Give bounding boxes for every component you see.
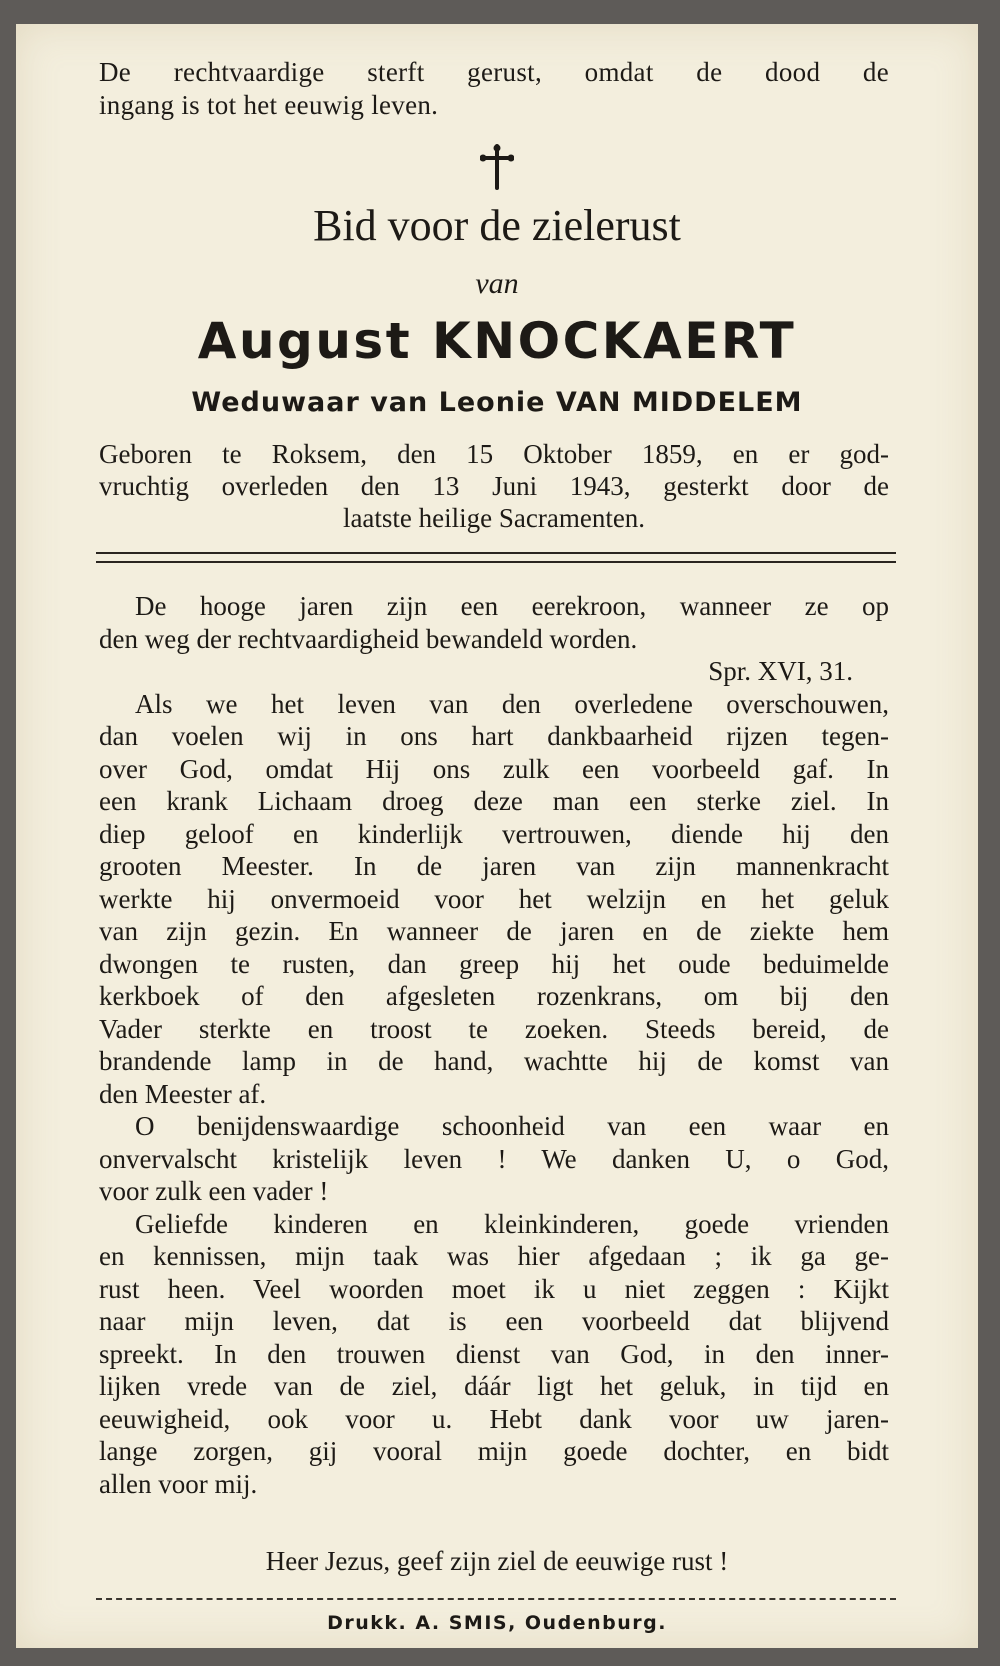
birth-line: Geboren te Roksem, den 15 Oktober 1859, en er god-: [99, 439, 889, 469]
quote-reference: Spr. XVI, 31.: [708, 656, 853, 686]
paragraph-line: naar mijn leven, dat is een voorbeeld dat blijvend: [99, 1306, 889, 1336]
paragraph-line: Geliefde kinderen en kleinkinderen, goede vrienden: [135, 1208, 889, 1239]
paragraph-line: grooten Meester. In de jaren van zijn mannenkracht: [99, 851, 889, 881]
paragraph-line: onvervalscht kristelijk leven ! We danken U, o God,: [99, 1143, 889, 1174]
paragraph-line: van zijn gezin. En wanneer de jaren en de ziekte hem: [99, 916, 889, 946]
memorial-card: [16, 24, 978, 1648]
paragraph-line: lange zorgen, gij vooral mijn goede dochter, en bidt: [99, 1436, 889, 1466]
paragraph-line: werkte hij onvermoeid voor het welzijn en het geluk: [99, 883, 889, 914]
paragraph-line: spreekt. In den trouwen dienst van God, in den inner-: [99, 1338, 889, 1369]
paragraph-line: rust heen. Veel woorden moet ik u niet zeggen : Kijkt: [99, 1273, 889, 1304]
birth-line: laatste heilige Sacramenten.: [342, 503, 646, 533]
birth-line: vruchtig overleden den 13 Juni 1943, gesterkt door de: [99, 471, 889, 501]
paragraph-line: over God, omdat Hij ons zulk een voorbeeld gaf. In: [99, 753, 889, 784]
paragraph-line: brandende lamp in de hand, wachtte hij de komst van: [99, 1046, 889, 1076]
paragraph-line: en kennissen, mijn taak was hier afgedaan ; ik ga ge-: [99, 1241, 889, 1271]
paragraph-line: den Meester af.: [99, 1078, 267, 1109]
paragraph-line: eeuwigheid, ook voor u. Hebt dank voor uw jaren-: [99, 1403, 889, 1434]
cross-icon: [16, 144, 978, 200]
paragraph-line: voor zulk een vader !: [99, 1176, 329, 1206]
paragraph-line: O benijdenswaardige schoonheid van een waar en: [135, 1111, 889, 1141]
paragraph-line: Als we het leven van den overledene overschouwen,: [135, 688, 889, 719]
pray-heading: Bid voor de zielerust: [313, 201, 681, 250]
quote-line: den weg der rechtvaardigheid bewandeld worden.: [99, 623, 638, 654]
dotted-divider: [96, 1598, 896, 1600]
paragraph-line: een krank Lichaam droeg deze man een sterke ziel. In: [99, 786, 889, 816]
paragraph-line: diep geloof en kinderlijk vertrouwen, diende hij den: [99, 818, 889, 849]
deceased-name: August KNOCKAERT: [197, 312, 797, 370]
birth-death-info: [99, 438, 889, 534]
body-text: [99, 590, 889, 1500]
paragraph-line: Vader sterkte en troost te zoeken. Steeds bereid, de: [99, 1013, 889, 1044]
van-label: van: [475, 267, 519, 300]
quote-line: De hooge jaren zijn een eerekroon, wanneer ze op: [135, 591, 889, 621]
paragraph-line: allen voor mij.: [99, 1468, 258, 1499]
epigraph-line: De rechtvaardige sterft gerust, omdat de dood de: [99, 57, 889, 87]
paragraph-line: lijken vrede van de ziel, dáár ligt het geluk, in tijd en: [99, 1371, 889, 1401]
epigraph: [99, 56, 889, 122]
cross-icon-graphic: [480, 144, 514, 190]
divider-line-top: [96, 552, 896, 554]
closing-prayer: Heer Jezus, geef zijn ziel de eeuwige rust !: [265, 1546, 729, 1576]
epigraph-line: ingang is tot het eeuwig leven.: [99, 90, 439, 120]
paragraph-line: kerkboek of den afgesleten rozenkrans, om bij den: [99, 981, 889, 1011]
paragraph-line: dan voelen wij in ons hart dankbaarheid rijzen tegen-: [99, 721, 889, 751]
double-divider: [96, 552, 896, 566]
widower-line: Weduwaar van Leonie VAN MIDDELEM: [191, 387, 803, 418]
divider-line-bottom: [96, 561, 896, 563]
paragraph-line: dwongen te rusten, dan greep hij het oude beduimelde: [99, 948, 889, 979]
printer-credit: Drukk. A. SMIS, Oudenburg.: [327, 1612, 667, 1634]
